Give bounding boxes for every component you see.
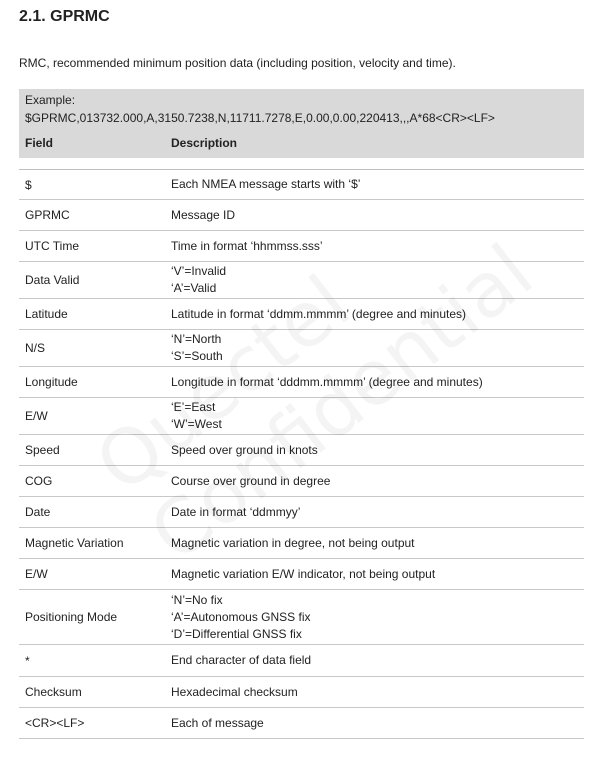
description-line: Magnetic variation E/W indicator, not being output [171, 566, 436, 581]
field-cell: Magnetic Variation [25, 536, 124, 550]
table-row [19, 645, 584, 677]
description-line: End character of data field [171, 653, 312, 667]
description-cell [165, 331, 223, 365]
description-line: Each NMEA message starts with ‘$’ [171, 177, 361, 191]
table-row [19, 435, 584, 466]
description-line: Each of message [171, 715, 264, 730]
table-row [19, 367, 584, 398]
description-cell [165, 263, 226, 297]
table-body [19, 170, 584, 739]
field-cell: Speed [25, 443, 60, 457]
field-cell: COG [25, 474, 53, 488]
description-cell [165, 207, 235, 224]
field-cell: Latitude [25, 307, 68, 321]
field-cell: Positioning Mode [25, 610, 118, 624]
header-description: Description [171, 136, 238, 150]
field-cell: GPRMC [25, 208, 70, 222]
description-line: Longitude in format ‘dddmm.mmmm’ (degree and minutes) [171, 374, 483, 389]
table-row [19, 466, 584, 497]
description-line: ‘A’=Valid [171, 281, 217, 295]
description-line: Message ID [171, 207, 236, 222]
description-cell [165, 652, 311, 669]
description-line: ‘S’=South [171, 349, 223, 363]
description-line: Course over ground in degree [171, 473, 331, 488]
field-cell: E/W [25, 409, 48, 423]
description-cell [165, 684, 298, 701]
field-cell: <CR><LF> [25, 716, 85, 730]
field-cell: Date [25, 505, 51, 519]
description-cell [165, 306, 466, 323]
field-cell: Data Valid [25, 273, 80, 287]
description-line: Date in format ‘ddmmyy’ [171, 504, 301, 519]
table-row [19, 299, 584, 330]
description-line: ‘A’=Autonomous GNSS fix [171, 609, 311, 624]
field-cell: N/S [25, 341, 46, 355]
description-cell [165, 566, 435, 583]
description-line: Hexadecimal checksum [171, 684, 298, 699]
table-row [19, 559, 584, 590]
description-line: ‘W’=West [171, 417, 222, 431]
description-cell [165, 592, 311, 643]
description-line: ‘D’=Differential GNSS fix [171, 626, 302, 641]
table-row [19, 590, 584, 645]
field-cell: UTC Time [25, 239, 79, 253]
header-spacer [19, 158, 584, 170]
table-row [19, 170, 584, 200]
description-cell [165, 535, 415, 552]
table-header [19, 89, 584, 158]
description-cell [165, 504, 300, 521]
header-field: Field [25, 136, 54, 150]
description-cell [165, 442, 318, 459]
table-row [19, 398, 584, 435]
table-row [19, 708, 584, 739]
table-row [19, 497, 584, 528]
example-sentence: $GPRMC,013732.000,A,3150.7238,N,11711.7278,E,0.00,0.00,220413,,,A*68<CR><LF> [25, 111, 495, 125]
description-line: ‘E’=East [171, 400, 216, 414]
field-cell: Checksum [25, 685, 82, 699]
section-title: 2.1. GPRMC [19, 8, 110, 25]
table-row [19, 677, 584, 708]
description-cell [165, 374, 483, 391]
field-cell: E/W [25, 567, 48, 581]
example-label: Example: [25, 93, 76, 107]
description-line: ‘V’=Invalid [171, 264, 227, 278]
intro-text: RMC, recommended minimum position data (including position, velocity and time). [19, 56, 456, 70]
description-line: Time in format ‘hhmmss.sss’ [171, 238, 323, 253]
gprmc-table [19, 89, 584, 739]
table-row [19, 262, 584, 299]
table-row [19, 231, 584, 262]
description-cell [165, 399, 222, 433]
description-line: Magnetic variation in degree, not being output [171, 535, 415, 550]
field-cell: Longitude [25, 375, 78, 389]
table-row [19, 200, 584, 231]
description-line: ‘N’=No fix [171, 592, 223, 607]
description-line: Latitude in format ‘ddmm.mmmm’ (degree and minutes) [171, 306, 466, 321]
description-line: Speed over ground in knots [171, 442, 318, 457]
table-row [19, 528, 584, 559]
description-cell [165, 176, 360, 193]
description-cell [165, 238, 323, 255]
field-cell: $ [25, 177, 32, 192]
description-line: ‘N’=North [171, 332, 222, 346]
table-row [19, 330, 584, 367]
field-cell: * [25, 653, 30, 668]
description-cell [165, 715, 264, 732]
description-cell [165, 473, 330, 490]
